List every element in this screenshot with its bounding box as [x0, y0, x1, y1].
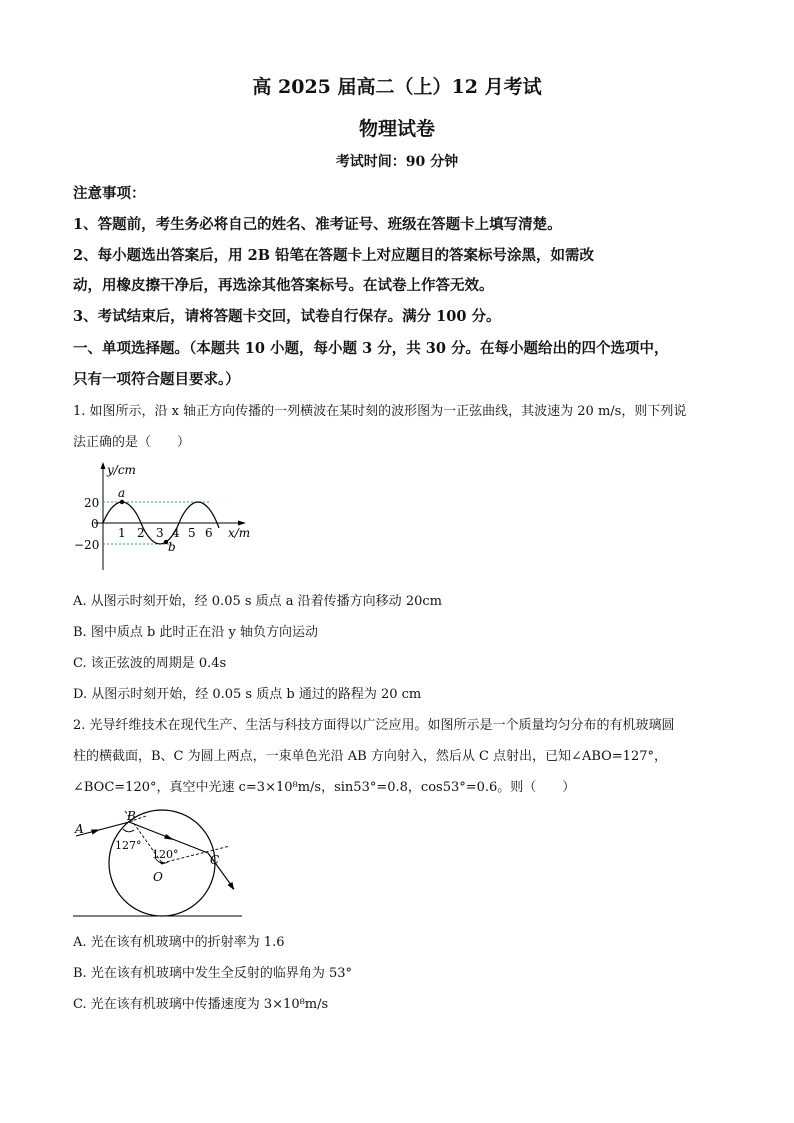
x-tick-2: 2	[137, 526, 145, 540]
angle-120: 120°	[152, 848, 179, 861]
angle-arc-b	[123, 829, 134, 832]
y-tick-neg20: −20	[74, 538, 100, 552]
subject-title: 物理试卷	[358, 118, 435, 140]
q2-option-c[interactable]: C. 光在该有机玻璃中传播速度为 3×10⁸m/s	[73, 997, 329, 1012]
point-a	[120, 500, 124, 504]
x-tick-4: 4	[172, 526, 180, 540]
point-o	[161, 862, 164, 865]
y-axis-label: y/cm	[107, 463, 136, 477]
label-b: b	[168, 540, 176, 554]
note-2-line2: 动，用橡皮擦干净后，再选涂其他答案标号。在试卷上作答无效。	[73, 277, 494, 294]
q2-stem-line1: 2. 光导纤维技术在现代生产、生活与科技方面得以广泛应用。如图所示是一个质量均匀分布的有机玻璃圆	[73, 718, 675, 733]
y-tick-20: 20	[84, 496, 100, 510]
label-B: B	[127, 809, 136, 823]
x-tick-3: 3	[156, 526, 164, 540]
q1-option-d[interactable]: D. 从图示时刻开始，经 0.05 s 质点 b 通过的路程为 20 cm	[73, 687, 422, 702]
incident-arrow	[91, 830, 100, 835]
y-tick-0: 0	[91, 517, 99, 531]
refracted-arrow	[164, 834, 174, 840]
note-3: 3、考试结束后，请将答题卡交回，试卷自行保存。满分 100 分。	[73, 308, 501, 325]
q2-stem-line3: ∠BOC=120°，真空中光速 c=3×10⁸m/s，sin53°=0.8，cos53°=0.6。则（ ）	[73, 780, 576, 795]
label-C: C	[210, 853, 220, 867]
emergent-arrow	[228, 882, 235, 890]
section1-line2: 只有一项符合题目要求。）	[73, 371, 240, 388]
label-O: O	[153, 870, 163, 884]
y-axis-arrow	[101, 462, 106, 469]
q1-option-a[interactable]: A. 从图示时刻开始，经 0.05 s 质点 a 沿着传播方向移动 20cm	[73, 594, 442, 609]
q1-stem-line1: 1. 如图所示，沿 x 轴正方向传播的一列横波在某时刻的波形图为一正弦曲线，其波速为 20 m/s，则下列说	[73, 404, 687, 419]
q2-option-b[interactable]: B. 光在该有机玻璃中发生全反射的临界角为 53°	[73, 966, 352, 981]
q1-stem-line2: 法正确的是（ ）	[73, 435, 191, 450]
x-tick-6: 6	[205, 526, 213, 540]
q1-option-b[interactable]: B. 图中质点 b 此时正在沿 y 轴负方向运动	[73, 625, 319, 640]
q1-option-c[interactable]: C. 该正弦波的周期是 0.4s	[73, 656, 227, 671]
x-tick-5: 5	[188, 526, 196, 540]
angle-127: 127°	[115, 839, 142, 852]
note-1: 1、答题前，考生务必将自己的姓名、准考证号、班级在答题卡上填写清楚。	[73, 216, 562, 233]
q2-option-a[interactable]: A. 光在该有机玻璃中的折射率为 1.6	[73, 935, 285, 950]
exam-title: 高 2025 届高二（上）12 月考试	[252, 76, 542, 98]
label-a: a	[118, 486, 126, 500]
notes-heading: 注意事项：	[73, 185, 146, 202]
label-A: A	[75, 822, 84, 836]
q2-stem-line2: 柱的横截面，B、C 为圆上两点，一束单色光沿 AB 方向射入，然后从 C 点射出，已知∠ABO=127°，	[73, 749, 667, 764]
x-axis-label: x/m	[228, 526, 251, 540]
q1-wave-figure	[70, 462, 270, 574]
note-2-line1: 2、每小题选出答案后，用 2B 铅笔在答题卡上对应题目的答案标号涂黑，如需改	[73, 247, 595, 264]
x-axis-arrow	[238, 521, 246, 526]
exam-time: 考试时间：90 分钟	[335, 154, 459, 170]
section1-line1: 一、单项选择题。（本题共 10 小题，每小题 3 分，共 30 分。在每小题给出的四个选项中，	[73, 340, 669, 357]
q2-cylinder-figure	[70, 806, 250, 921]
x-tick-1: 1	[118, 526, 126, 540]
